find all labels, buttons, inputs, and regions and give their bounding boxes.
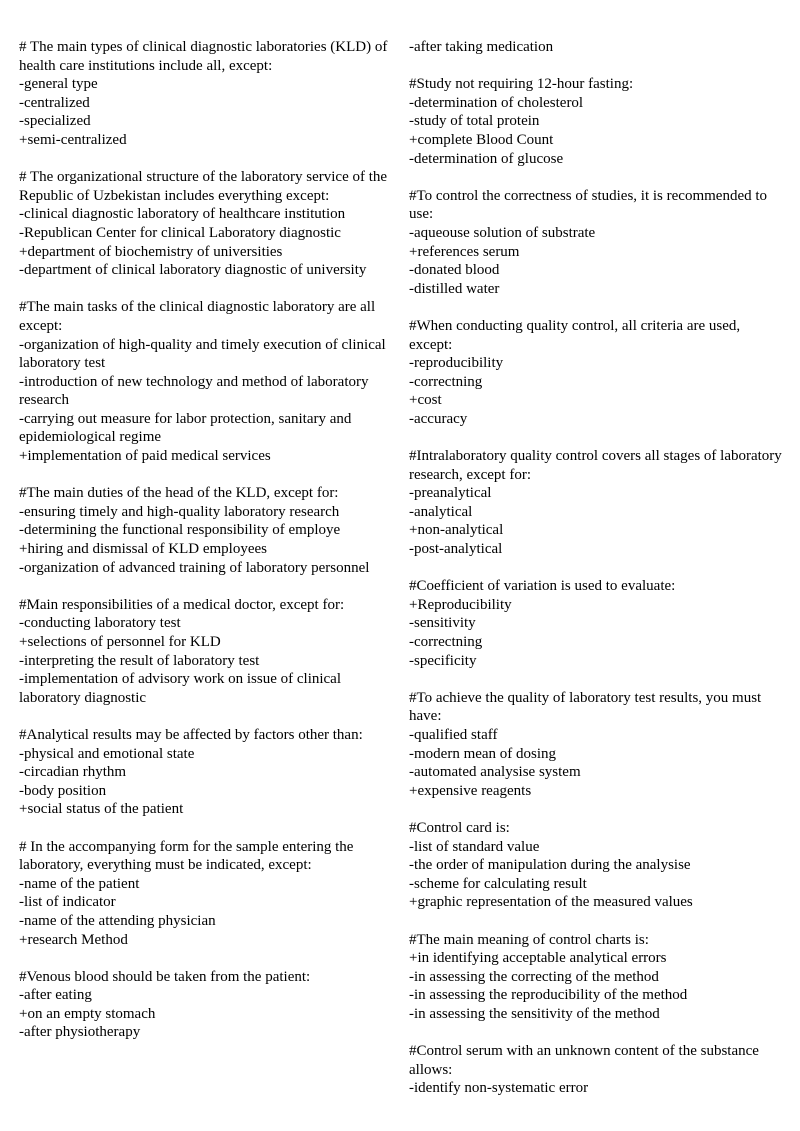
correct-answer-option: +hiring and dismissal of KLD employees — [19, 541, 268, 558]
correct-answer-option: +selections of personnel for KLD — [19, 634, 221, 650]
question-text: #The main duties of the head of the KLD, except for: — [19, 485, 339, 502]
answer-option: -analytical — [409, 503, 473, 520]
question-block — [409, 689, 784, 801]
block-spacer — [409, 298, 784, 317]
answer-option: -determination of glucose — [409, 150, 564, 167]
question-block — [19, 838, 394, 950]
answer-option: -accuracy — [409, 410, 468, 427]
answer-option: -in assessing the correcting of the method — [409, 968, 659, 985]
answer-option: -identify non-systematic error — [409, 1080, 589, 1097]
question-text: #To control the correctness of studies, it is recommended to use: — [409, 187, 768, 223]
block-spacer — [409, 1023, 784, 1042]
answer-option: -carrying out measure for labor protection, sanitary and epidemiological regime — [19, 410, 352, 446]
answer-option: -department of clinical laboratory diagnostic of university — [19, 262, 367, 279]
answer-option: -centralized — [19, 94, 90, 111]
answer-option: -list of standard value — [409, 838, 540, 855]
answer-option: -correctning — [409, 373, 483, 390]
block-spacer — [19, 949, 394, 968]
answer-option: -correctning — [409, 634, 483, 650]
answer-option: -list of indicator — [19, 894, 116, 911]
question-block — [409, 447, 784, 559]
answer-option: -the order of manipulation during the analysise — [409, 857, 691, 874]
question-block — [19, 968, 394, 1042]
correct-answer-option: +on an empty stomach — [19, 1005, 156, 1022]
question-block — [19, 168, 394, 280]
block-spacer — [19, 577, 394, 596]
correct-answer-option: +references serum — [409, 243, 520, 260]
block-spacer — [409, 559, 784, 578]
block-spacer — [409, 912, 784, 931]
answer-option: -implementation of advisory work on issue of clinical laboratory diagnostic — [19, 671, 342, 706]
answer-option: -in assessing the sensitivity of the method — [409, 1005, 660, 1022]
question-text: # The organizational structure of the laboratory service of the Republic of Uzbekistan includes everything except: — [19, 169, 388, 204]
answer-option: -interpreting the result of laboratory test — [19, 652, 260, 669]
question-text: #The main tasks of the clinical diagnostic laboratory are all except: — [19, 299, 376, 334]
answer-option: -organization of high-quality and timely execution of clinical laboratory test — [19, 336, 386, 372]
block-spacer — [19, 150, 394, 169]
question-block — [409, 187, 784, 299]
correct-answer-option: +graphic representation of the measured values — [409, 894, 693, 911]
answer-option: -ensuring timely and high-quality laboratory research — [19, 503, 340, 520]
correct-answer-option: +semi-centralized — [19, 131, 127, 148]
question-block — [409, 38, 784, 57]
question-block — [19, 596, 394, 708]
question-block — [19, 298, 394, 465]
correct-answer-option: +complete Blood Count — [409, 131, 554, 148]
question-text: # The main types of clinical diagnostic laboratories (KLD) of health care institutions include all, except: — [19, 39, 388, 74]
correct-answer-option: +in identifying acceptable analytical errors — [409, 950, 667, 967]
answer-option: -post-analytical — [409, 541, 503, 558]
correct-answer-option: +research Method — [19, 931, 128, 948]
block-spacer — [409, 57, 784, 76]
answer-option: -preanalytical — [409, 485, 492, 502]
answer-option: -body position — [19, 782, 107, 799]
question-text: #The main meaning of control charts is: — [409, 931, 649, 948]
block-spacer — [409, 670, 784, 689]
question-text: #Control serum with an unknown content of the substance allows: — [409, 1043, 759, 1078]
answer-option: -conducting laboratory test — [19, 615, 181, 632]
answer-option: -study of total protein — [409, 113, 540, 130]
question-block — [409, 317, 784, 429]
right-column — [409, 38, 784, 1098]
answer-option: -modern mean of dosing — [409, 745, 557, 762]
question-text: #To achieve the quality of laboratory test results, you must have: — [409, 689, 762, 725]
answer-option: -name of the attending physician — [19, 912, 216, 929]
question-text: #Coefficient of variation is used to evaluate: — [409, 578, 676, 595]
answer-option: -specialized — [19, 113, 91, 130]
question-text: #When conducting quality control, all criteria are used, except: — [409, 317, 741, 353]
answer-option: -after physiotherapy — [19, 1024, 141, 1041]
answer-option: -introduction of new technology and method of laboratory research — [19, 373, 369, 409]
question-text: # In the accompanying form for the sample entering the laboratory, everything must be indicated, except: — [19, 838, 354, 874]
correct-answer-option: +social status of the patient — [19, 801, 184, 818]
question-text: #Study not requiring 12-hour fasting: — [409, 76, 634, 93]
question-block — [409, 819, 784, 912]
left-column — [19, 38, 394, 1042]
question-block — [19, 484, 394, 577]
answer-option: -Republican Center for clinical Laboratory diagnostic — [19, 224, 341, 241]
answer-option: -qualified staff — [409, 726, 498, 743]
answer-option: -distilled water — [409, 280, 500, 297]
question-block — [19, 38, 394, 150]
correct-answer-option: +Reproducibility — [409, 596, 512, 613]
question-text: #Main responsibilities of a medical doctor, except for: — [19, 596, 345, 613]
answer-option: -sensitivity — [409, 615, 476, 632]
correct-answer-option: +department of biochemistry of universities — [19, 243, 283, 260]
answer-option: -automated analysise system — [409, 764, 581, 781]
block-spacer — [19, 280, 394, 299]
block-spacer — [409, 168, 784, 187]
correct-answer-option: +expensive reagents — [409, 782, 532, 799]
answer-option: -after taking medication — [409, 39, 554, 55]
question-text: #Intralaboratory quality control covers all stages of laboratory research, except for: — [409, 448, 782, 483]
answer-option: -determining the functional responsibility of employe — [19, 522, 341, 539]
question-text: #Analytical results may be affected by factors other than: — [19, 726, 363, 743]
answer-option: -circadian rhythm — [19, 764, 127, 781]
question-text: #Control card is: — [409, 819, 510, 836]
question-block — [409, 577, 784, 670]
answer-option: -physical and emotional state — [19, 745, 195, 762]
answer-option: -scheme for calculating result — [409, 875, 587, 892]
block-spacer — [19, 707, 394, 726]
question-block — [409, 931, 784, 1024]
question-block — [409, 1042, 784, 1098]
answer-option: -aqueouse solution of substrate — [409, 224, 596, 241]
correct-answer-option: +implementation of paid medical services — [19, 448, 271, 465]
block-spacer — [19, 819, 394, 838]
correct-answer-option: +cost — [409, 392, 442, 409]
answer-option: -specificity — [409, 652, 477, 669]
answer-option: -determination of cholesterol — [409, 94, 584, 111]
block-spacer — [409, 428, 784, 447]
answer-option: -general type — [19, 76, 98, 93]
correct-answer-option: +non-analytical — [409, 522, 504, 539]
answer-option: -donated blood — [409, 262, 500, 279]
answer-option: -in assessing the reproducibility of the method — [409, 987, 688, 1004]
answer-option: -after eating — [19, 987, 92, 1004]
block-spacer — [19, 466, 394, 485]
answer-option: -reproducibility — [409, 355, 504, 372]
question-text: #Venous blood should be taken from the patient: — [19, 968, 311, 985]
answer-option: -name of the patient — [19, 875, 140, 892]
question-block — [409, 75, 784, 168]
answer-option: -clinical diagnostic laboratory of healthcare institution — [19, 206, 346, 223]
answer-option: -organization of advanced training of laboratory personnel — [19, 559, 370, 576]
block-spacer — [409, 800, 784, 819]
question-block — [19, 726, 394, 819]
